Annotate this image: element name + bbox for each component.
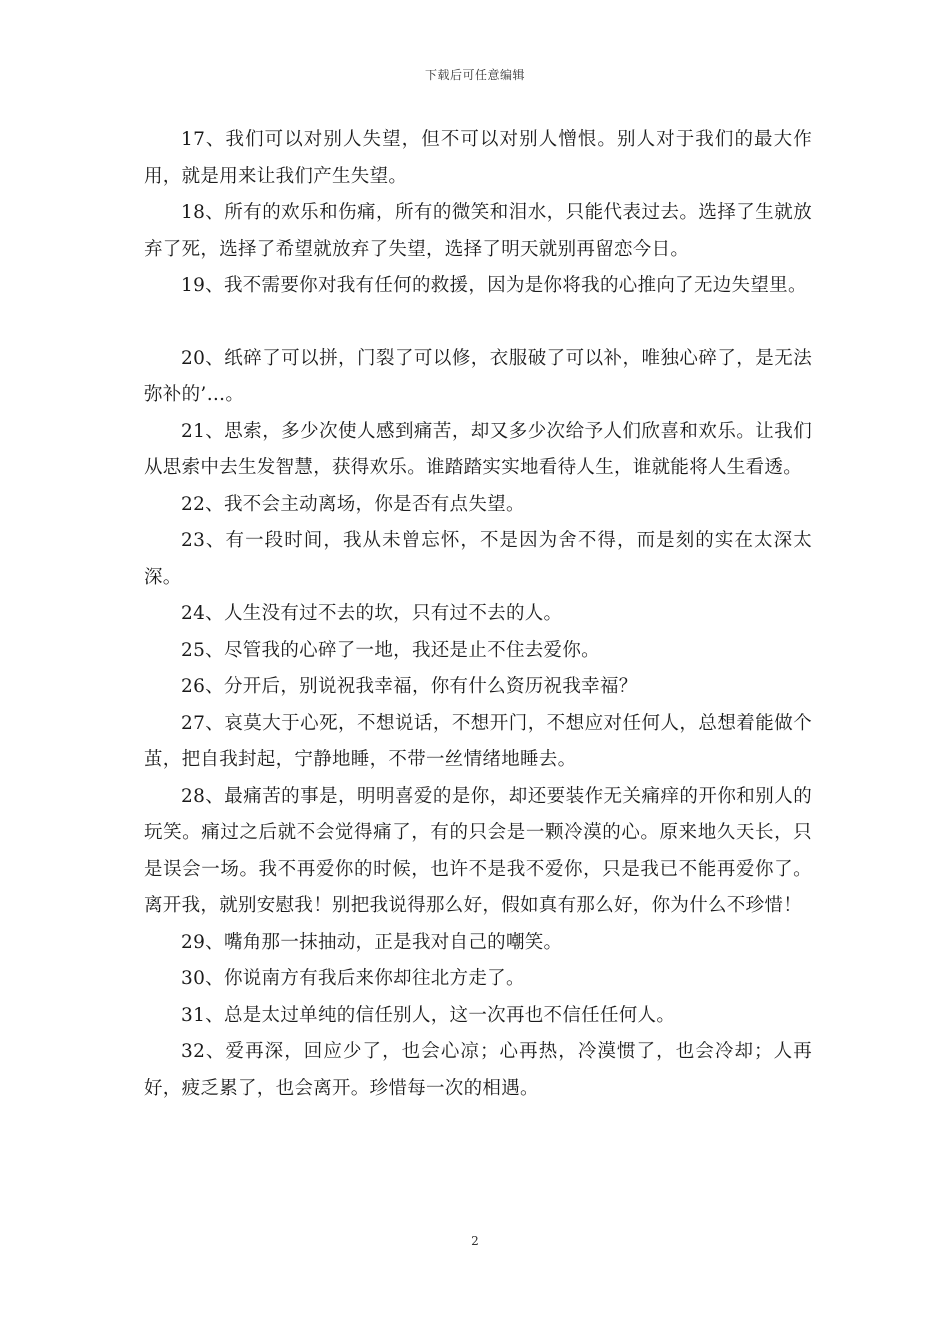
page-number: 2 (471, 1234, 479, 1248)
paragraph-20: 20、纸碎了可以拼，门裂了可以修，衣服破了可以补，唯独心碎了，是无法弥补的’…。 (144, 347, 812, 405)
paragraph-gap (144, 305, 812, 341)
paragraph-18: 18、所有的欢乐和伤痛，所有的微笑和泪水，只能代表过去。选择了生就放弃了死，选择了希望就放弃了失望，选择了明天就别再留恋今日。 (144, 202, 812, 260)
paragraph-30: 30、你说南方有我后来你却往北方走了。 (181, 968, 525, 989)
paragraph-26: 26、分开后，别说祝我幸福，你有什么资历祝我幸福？ (181, 676, 638, 697)
paragraph-25: 25、尽管我的心碎了一地，我还是止不住去爱你。 (181, 639, 600, 661)
document-body (144, 122, 812, 1107)
paragraph-17: 17、我们可以对别人失望，但不可以对别人憎恨。别人对于我们的最大作用，就是用来让我们产生失望。 (144, 129, 812, 187)
paragraph-28: 28、最痛苦的事是，明明喜爱的是你，却还要装作无关痛痒的开你和别人的玩笑。痛过之后就不会觉得痛了，有的只会是一颗冷漠的心。原来地久天长，只是误会一场。我不再爱你的时候，也许不是我不爱你，只是我已不能再爱你了。离开我，就别安慰我！别把我说得那么好，假如真有那么好，你为什么不珍惜！ (144, 785, 812, 916)
paragraph-27: 27、哀莫大于心死，不想说话，不想开门，不想应对任何人，总想着能做个茧，把自我封起，宁静地睡，不带一丝情绪地睡去。 (144, 712, 812, 770)
paragraph-23: 23、有一段时间，我从未曾忘怀，不是因为舍不得，而是刻的实在太深太深。 (144, 530, 812, 588)
paragraph-19: 19、我不需要你对我有任何的救援，因为是你将我的心推向了无边失望里。 (181, 275, 807, 296)
paragraph-22: 22、我不会主动离场，你是否有点失望。 (181, 493, 525, 515)
paragraph-31: 31、总是太过单纯的信任别人，这一次再也不信任任何人。 (181, 1004, 676, 1026)
paragraph-24: 24、人生没有过不去的坎，只有过不去的人。 (181, 603, 563, 624)
paragraph-32: 32、爱再深，回应少了，也会心凉；心再热，冷漠惯了，也会冷却；人再好，疲乏累了，也会离开。珍惜每一次的相遇。 (144, 1041, 812, 1099)
page-header: 下载后可任意编辑 (424, 68, 525, 82)
paragraph-29: 29、嘴角那一抹抽动，正是我对自己的嘲笑。 (181, 931, 563, 953)
paragraph-21: 21、思索，多少次使人感到痛苦，却又多少次给予人们欣喜和欢乐。让我们从思索中去生发智慧，获得欢乐。谁踏踏实实地看待人生，谁就能将人生看透。 (144, 420, 812, 478)
